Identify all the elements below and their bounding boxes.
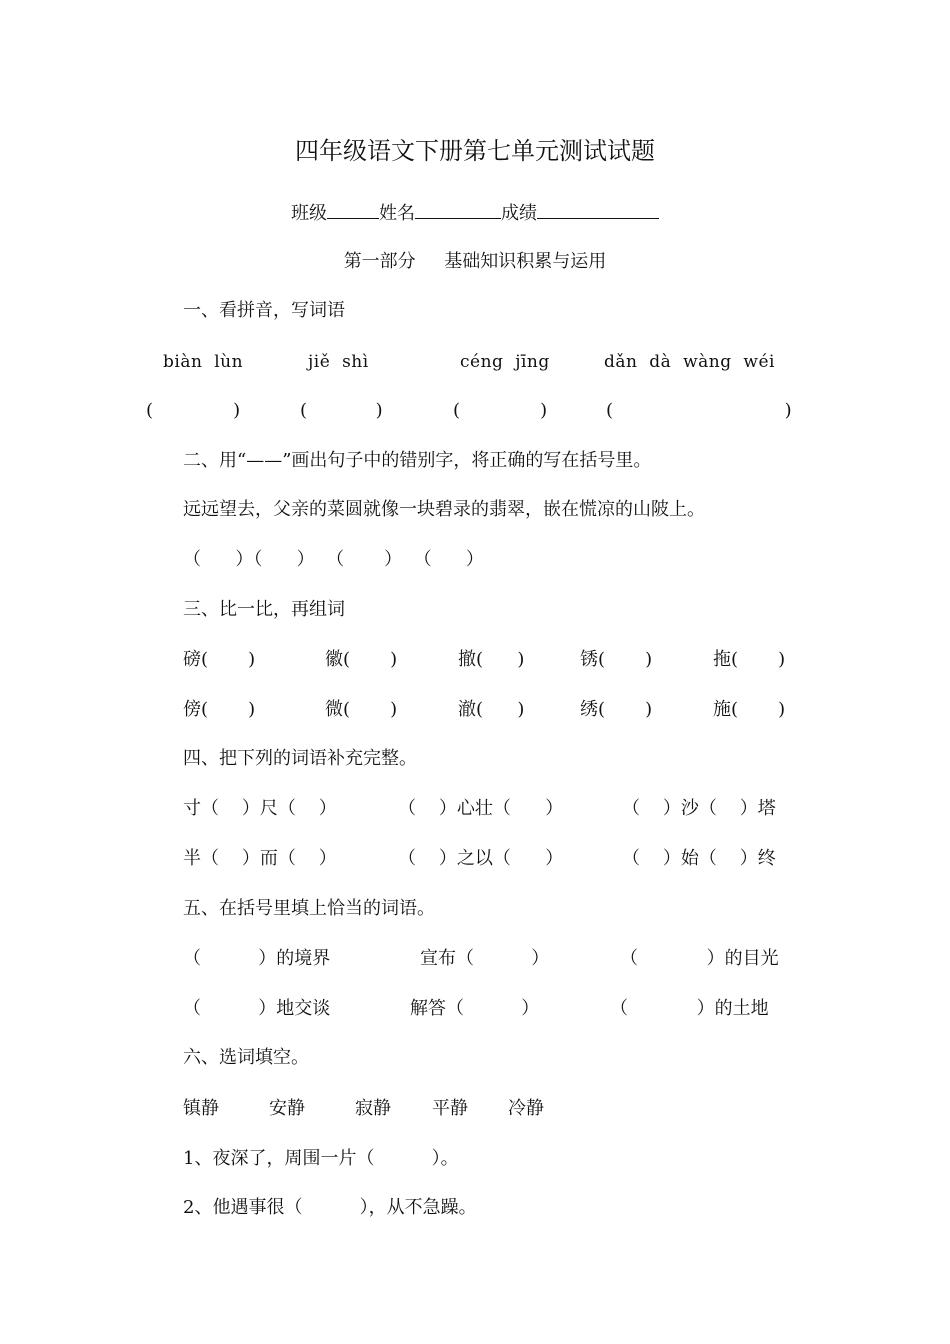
score-label: 成绩 bbox=[501, 203, 537, 224]
q3-item[interactable]: 傍( ) bbox=[183, 699, 256, 720]
q4-idiom[interactable]: 半（ ）而（ ） bbox=[183, 848, 337, 869]
q4-idiom[interactable]: 寸（ ）尺（ ） bbox=[183, 798, 337, 819]
q5-phrase[interactable]: （ ）的境界 bbox=[183, 948, 331, 969]
q6-sentence-2[interactable]: 2、他遇事很（ ），从不急躁。 bbox=[183, 1197, 477, 1218]
q4-heading: 四、把下列的词语补充完整。 bbox=[183, 748, 417, 769]
pinyin-1: biàn lùn bbox=[163, 352, 244, 372]
word-choice: 寂静 bbox=[355, 1098, 391, 1119]
q6-heading: 六、选词填空。 bbox=[183, 1047, 309, 1068]
q5-phrase[interactable]: 宣布（ ） bbox=[420, 948, 550, 969]
q3-item[interactable]: 徽( ) bbox=[325, 649, 398, 670]
student-info-line bbox=[0, 200, 950, 225]
word-choice: 冷静 bbox=[508, 1098, 544, 1119]
q5-phrase[interactable]: 解答（ ） bbox=[410, 998, 540, 1019]
pinyin-4: dǎn dà wàng wéi bbox=[604, 352, 775, 372]
score-blank[interactable] bbox=[537, 200, 659, 219]
q5-phrase[interactable]: （ ）的土地 bbox=[610, 998, 769, 1019]
q2-heading: 二、用“——”画出句子中的错别字，将正确的写在括号里。 bbox=[183, 450, 652, 471]
q3-item[interactable]: 磅( ) bbox=[183, 649, 256, 670]
q4-idiom[interactable]: （ ）始（ ）终 bbox=[622, 848, 776, 869]
q6-sentence-1[interactable]: 1、夜深了，周围一片（ ）。 bbox=[183, 1148, 459, 1169]
q2-sentence: 远远望去，父亲的菜圆就像一块碧录的翡翠，嵌在慌凉的山陂上。 bbox=[183, 499, 705, 520]
answer-blank-2[interactable]: ( ) bbox=[300, 400, 383, 421]
pinyin-2: jiě shì bbox=[308, 352, 369, 372]
q3-item[interactable]: 微( ) bbox=[325, 699, 398, 720]
q3-item[interactable]: 锈( ) bbox=[580, 649, 653, 670]
answer-blank-3[interactable]: ( ) bbox=[453, 400, 548, 421]
part-one-heading: 第一部分 基础知识积累与运用 bbox=[343, 251, 607, 272]
word-choice: 镇静 bbox=[183, 1098, 219, 1119]
q3-item[interactable]: 施( ) bbox=[713, 699, 786, 720]
name-label: 姓名 bbox=[379, 203, 415, 224]
q3-item[interactable]: 绣( ) bbox=[580, 699, 653, 720]
q5-phrase[interactable]: （ ）地交谈 bbox=[183, 998, 331, 1019]
answer-blank-4[interactable]: ( ) bbox=[606, 400, 792, 421]
q3-heading: 三、比一比，再组词 bbox=[183, 599, 345, 620]
name-blank[interactable] bbox=[415, 200, 501, 219]
q4-idiom[interactable]: （ ）沙（ ）塔 bbox=[622, 798, 776, 819]
q2-answer-blanks[interactable]: （ ）（ ） （ ） （ ） bbox=[183, 549, 484, 570]
q1-heading: 一、看拼音，写词语 bbox=[183, 300, 345, 321]
q3-item[interactable]: 撤( ) bbox=[458, 649, 525, 670]
q5-heading: 五、在括号里填上恰当的词语。 bbox=[183, 898, 435, 919]
word-choice: 安静 bbox=[269, 1098, 305, 1119]
q4-idiom[interactable]: （ ）之以（ ） bbox=[398, 848, 564, 869]
word-choice: 平静 bbox=[432, 1098, 468, 1119]
q3-item[interactable]: 拖( ) bbox=[713, 649, 786, 670]
class-label: 班级 bbox=[291, 203, 327, 224]
q5-phrase[interactable]: （ ）的目光 bbox=[620, 948, 779, 969]
q4-idiom[interactable]: （ ）心壮（ ） bbox=[398, 798, 564, 819]
answer-blank-1[interactable]: ( ) bbox=[146, 400, 241, 421]
class-blank[interactable] bbox=[327, 200, 379, 219]
pinyin-3: céng jīng bbox=[460, 352, 550, 372]
q3-item[interactable]: 澈( ) bbox=[458, 699, 525, 720]
page-title: 四年级语文下册第七单元测试试题 bbox=[295, 137, 655, 165]
